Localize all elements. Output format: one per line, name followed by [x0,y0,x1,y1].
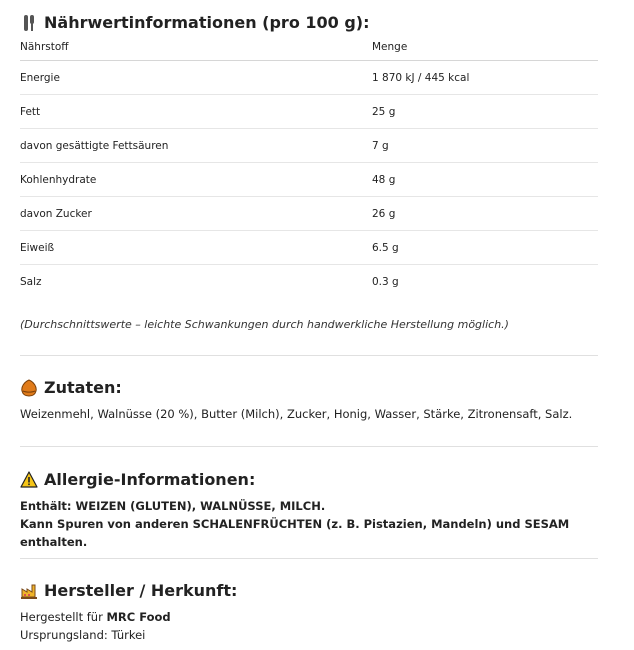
column-header-amount: Menge [372,34,598,61]
nutrient-name: Energie [20,61,372,95]
made-for-value: MRC Food [106,610,171,624]
origin-line: Ursprungsland: Türkei [20,628,146,642]
column-header-nutrient: Nährstoff [20,34,372,61]
table-row [20,265,598,299]
table-row [20,61,598,95]
allergy-text [20,497,598,551]
manufacturer-text [20,608,171,644]
nutrient-name: Kohlenhydrate [20,163,372,197]
nutrition-table [20,34,598,298]
nutrient-name: davon Zucker [20,197,372,231]
table-row [20,129,598,163]
allergy-heading-text: Allergie-Informationen: [44,470,256,489]
ingredients-heading-text: Zutaten: [44,378,122,397]
nutrition-note: (Durchschnittswerte – leichte Schwankungen durch handwerkliche Herstellung möglich.) [20,318,509,331]
table-row [20,95,598,129]
nutrient-amount: 0.3 g [372,275,399,288]
ingredients-text: Weizenmehl, Walnüsse (20 %), Butter (Milch), Zucker, Honig, Wasser, Stärke, Zitronensaft, Salz. [20,407,573,421]
manufacturer-heading [20,581,237,600]
section-divider [20,558,598,559]
section-divider [20,446,598,447]
made-for-line [20,608,171,626]
nutrient-name: Salz [20,275,42,288]
table-header-row [20,34,598,61]
allergy-contains-line: Enthält: WEIZEN (GLUTEN), WALNÜSSE, MILCH. [20,499,326,513]
nutrition-heading [20,13,370,32]
fork-knife-icon [20,14,38,32]
table-row [20,163,598,197]
nutrient-name: Eiweiß [20,231,372,265]
nutrient-name: davon gesättigte Fettsäuren [20,129,372,163]
nutrient-amount: 48 g [372,163,598,197]
ingredients-heading [20,378,122,397]
nutrient-amount: 6.5 g [372,231,598,265]
allergy-traces-line: Kann Spuren von anderen SCHALENFRÜCHTEN (z. B. Pistazien, Mandeln) und SESAM enthalten. [20,517,570,549]
table-row [20,197,598,231]
nutrient-amount: 25 g [372,95,598,129]
factory-icon [20,582,38,600]
allergy-heading [20,470,255,489]
nutrient-amount: 7 g [372,129,598,163]
nutrient-name: Fett [20,95,372,129]
section-divider [20,355,598,356]
made-for-label: Hergestellt für [20,610,103,624]
nutrient-amount: 1 870 kJ / 445 kcal [372,61,598,95]
manufacturer-heading-text: Hersteller / Herkunft: [44,581,238,600]
warning-icon [20,471,38,489]
nutrition-heading-text: Nährwertinformationen (pro 100 g): [44,13,370,32]
table-row [20,231,598,265]
chestnut-icon [20,379,38,397]
nutrient-amount: 26 g [372,197,598,231]
